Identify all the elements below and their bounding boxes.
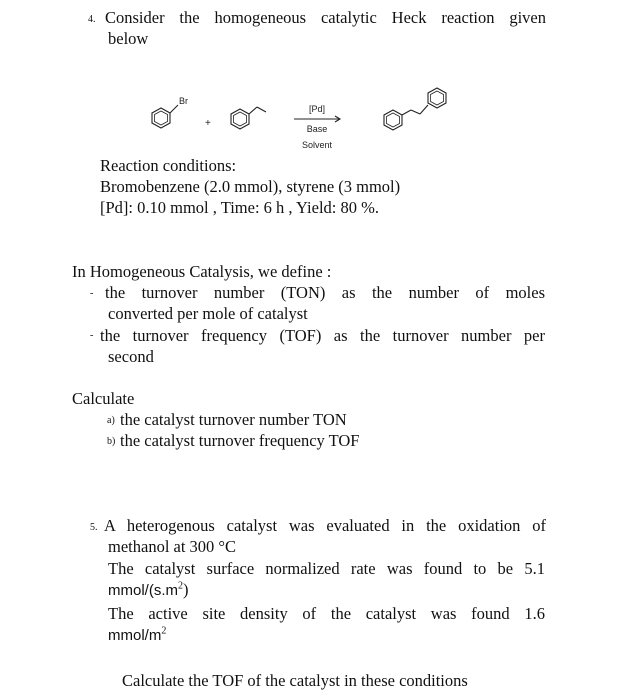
rate-unit-close: ): [183, 580, 189, 599]
plus-sign: +: [205, 118, 211, 129]
rate-unit-exponent: 2: [178, 580, 183, 592]
site-density-unit-exponent: 2: [161, 625, 167, 637]
question-4-number: 4.: [88, 14, 96, 25]
reaction-conditions-title: Reaction conditions:: [100, 156, 237, 175]
question-5-line-2: methanol at 300 °C: [108, 537, 237, 556]
reaction-conditions-line-2: [Pd]: 0.10 mmol , Time: 6 h , Yield: 80 %.: [100, 198, 379, 217]
question-5-final-instruction: Calculate the TOF of the catalyst in these conditions: [122, 671, 468, 690]
bullet-ton: -: [90, 288, 94, 299]
ton-definition-line-2: converted per mole of catalyst: [108, 304, 308, 323]
reaction-arrow: [294, 116, 340, 122]
ton-definition-line-1: the turnover number (TON) as the number of moles: [105, 283, 545, 302]
solvent-label: Solvent: [301, 140, 333, 150]
tof-definition-line-1: the turnover frequency (TOF) as the turnover number per: [100, 326, 545, 345]
question-5-line-3: The catalyst surface normalized rate was found to be 5.1: [108, 559, 545, 578]
reaction-conditions-line-1: Bromobenzene (2.0 mmol), styrene (3 mmol): [100, 177, 401, 196]
question-4-line-2: below: [108, 29, 149, 48]
heck-reaction-scheme: [140, 80, 500, 152]
question-4-line-1: Consider the homogeneous catalytic Heck reaction given: [105, 8, 546, 27]
definitions-intro: In Homogeneous Catalysis, we define :: [72, 262, 332, 281]
rate-unit: mmol/(s.m: [108, 582, 178, 599]
item-a-marker: a): [107, 415, 115, 426]
question-5-line-5: The active site density of the catalyst was found 1.6: [108, 604, 545, 623]
catalyst-label: [Pd]: [308, 104, 326, 114]
styrene-structure: [231, 107, 266, 129]
site-density-unit: mmol/m: [108, 627, 162, 644]
item-b-tof: the catalyst turnover frequency TOF: [120, 431, 360, 450]
item-b-marker: b): [107, 436, 116, 447]
item-a-ton: the catalyst turnover number TON: [120, 410, 347, 429]
stilbene-product-structure: [384, 88, 446, 130]
bromobenzene-structure: [152, 105, 178, 128]
question-5-line-6: [108, 626, 166, 645]
question-5-number: 5.: [90, 522, 98, 533]
question-5-line-1: A heterogenous catalyst was evaluated in the oxidation of: [104, 516, 546, 535]
base-label: Base: [306, 124, 328, 134]
calculate-heading: Calculate: [72, 389, 135, 408]
bromo-label: Br: [179, 96, 188, 106]
tof-definition-line-2: second: [108, 347, 154, 366]
bullet-tof: -: [90, 330, 94, 341]
question-5-line-4: [108, 581, 189, 600]
